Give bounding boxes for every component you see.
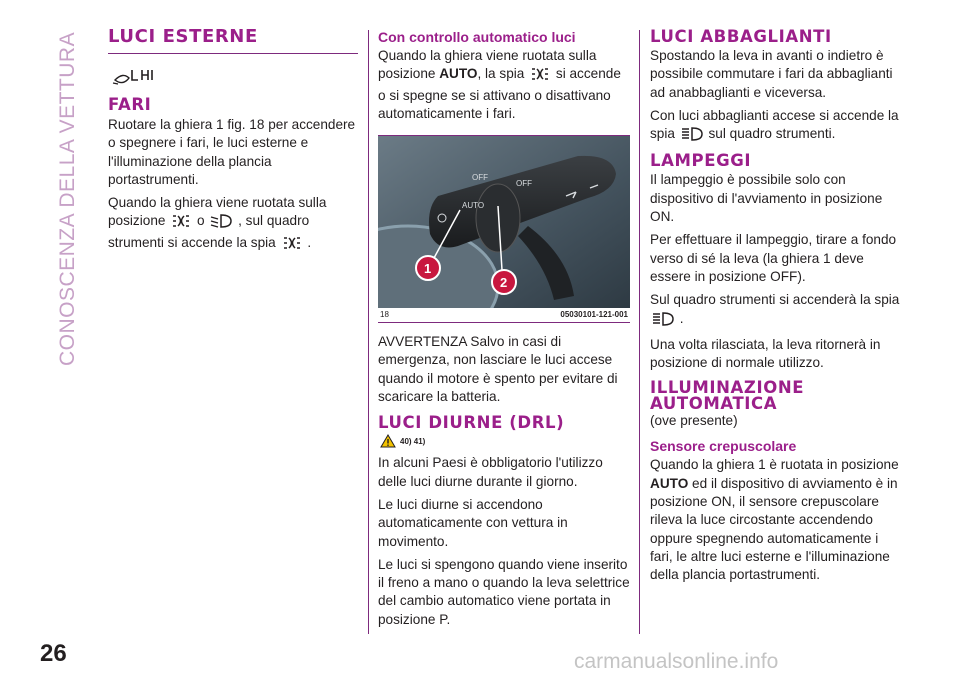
warning-paragraph: AVVERTENZA Salvo in casi di emergenza, non lasciare le luci accese quando il motore è spento per evitare di scaricare la batteria. bbox=[378, 334, 618, 405]
callout-1: 1 bbox=[424, 261, 432, 277]
column-divider bbox=[639, 30, 640, 634]
paragraph: Sul quadro strumenti si accenderà la spia . bbox=[650, 291, 900, 331]
figure-18 bbox=[378, 135, 630, 323]
chapter-side-title: CONOSCENZA DELLA VETTURA bbox=[56, 31, 79, 366]
fig-label-auto: AUTO bbox=[462, 201, 485, 211]
figure-caption bbox=[378, 308, 630, 322]
position-lights-icon bbox=[171, 214, 191, 233]
paragraph: Le luci si spengono quando viene inserito il freno a mano o quando la leva selettrice del cambio automatico viene portata in posizione P. bbox=[378, 556, 630, 627]
callout-2: 2 bbox=[500, 275, 508, 291]
column-3 bbox=[650, 28, 900, 590]
high-beam-icon bbox=[681, 127, 703, 146]
fig-label-off: OFF bbox=[472, 173, 488, 183]
exterior-lights-icon bbox=[112, 64, 358, 90]
paragraph: Quando la ghiera viene ruotata sulla posizione AUTO, la spia si accende o si spegne se si attivano o disattivano automaticamente i fari. bbox=[378, 48, 621, 121]
position-lights-icon bbox=[282, 236, 302, 255]
subheading: Sensore crepuscolare bbox=[650, 438, 797, 455]
watermark: carmanualsonline.info bbox=[574, 650, 779, 673]
drl-heading: LUCI DIURNE (DRL) bbox=[378, 413, 565, 433]
figure-code: 05030101-121-001 bbox=[560, 310, 628, 320]
auto-lights-heading: ILLUMINAZIONE AUTOMATICA bbox=[650, 378, 805, 414]
warning-reference: 40) 41) bbox=[380, 434, 630, 448]
light-switch-photo bbox=[378, 136, 630, 308]
availability-note: (ove presente) bbox=[650, 413, 738, 429]
high-beam-icon bbox=[652, 312, 674, 331]
column-2 bbox=[378, 28, 630, 634]
flash-heading: LAMPEGGI bbox=[650, 151, 752, 171]
paragraph: Quando la ghiera 1 è ruotata in posizione AUTO ed il dispositivo di avviamento è in posizione ON, il sensore crepuscolare rileva la luce circostante accendendo oppure spegnendo automaticamente i fari, le altre luci esterne e l'illuminazione della plancia portastrumenti. bbox=[650, 457, 899, 583]
paragraph: Le luci diurne si accendono automaticamente con vettura in movimento. bbox=[378, 496, 568, 549]
column-divider bbox=[368, 30, 369, 634]
section-heading: LUCI ESTERNE bbox=[108, 28, 358, 54]
paragraph: Quando la ghiera viene ruotata sulla posizione o , sul quadro strumenti si accende la spia . bbox=[108, 194, 358, 255]
paragraph: In alcuni Paesi è obbligatorio l'utilizzo delle luci diurne durante il giorno. bbox=[378, 455, 603, 489]
paragraph: Ruotare la ghiera 1 fig. 18 per accendere o spegnere i fari, le luci esterne e l'illuminazione della plancia portastrumenti. bbox=[108, 117, 356, 187]
warning-triangle-icon bbox=[380, 434, 396, 448]
paragraph: Il lampeggio è possibile solo con dispositivo di l'avviamento in posizione ON. bbox=[650, 172, 883, 225]
fari-heading: FARI bbox=[108, 95, 152, 114]
fig-label-off: OFF bbox=[516, 179, 532, 189]
high-beam-heading: LUCI ABBAGLIANTI bbox=[650, 27, 832, 46]
paragraph: Spostando la leva in avanti o indietro è possibile commutare i fari da abbaglianti ad anabbaglianti e viceversa. bbox=[650, 48, 893, 100]
position-lights-icon bbox=[530, 67, 550, 86]
paragraph: Con luci abbaglianti accese si accende la spia sul quadro strumenti. bbox=[650, 107, 900, 147]
page-number: 26 bbox=[40, 640, 67, 667]
low-beam-icon bbox=[210, 214, 232, 233]
figure-number: 18 bbox=[380, 310, 389, 320]
paragraph: Una volta rilasciata, la leva ritornerà in posizione di normale utilizzo. bbox=[650, 336, 881, 371]
subheading: Con controllo automatico luci bbox=[378, 29, 576, 45]
column-1 bbox=[108, 28, 358, 260]
paragraph: Per effettuare il lampeggio, tirare a fondo verso di sé la leva (la ghiera 1 deve essere in posizione OFF). bbox=[650, 232, 897, 284]
